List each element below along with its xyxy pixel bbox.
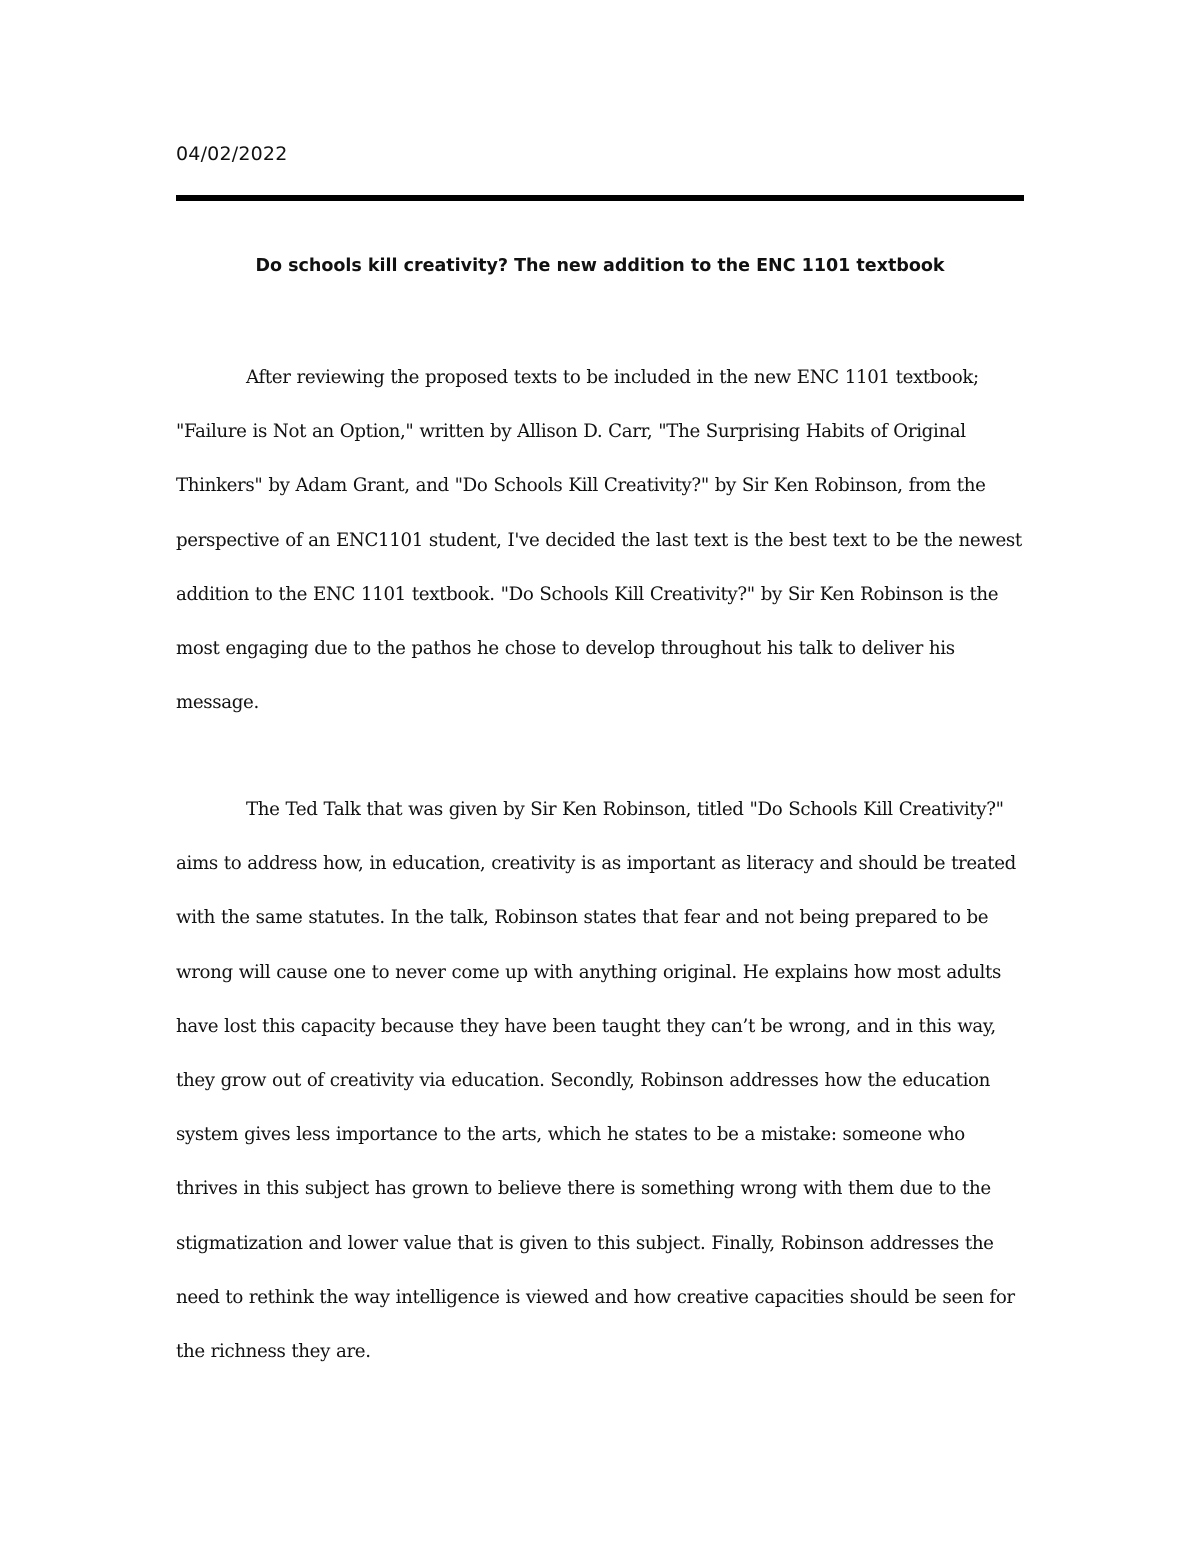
body-paragraph-2: The Ted Talk that was given by Sir Ken Robinson, titled "Do Schools Kill Creativity?" aims to address how, in education, creativity is as important as literacy and should be treated with the same statutes. In the talk, Robinson states that fear and not being prepared to be wrong will cause one to never come up with anything original. He explains how most adults have lost this capacity because they have been taught they can’t be wrong, and in this way, they grow out of creativity via education. Secondly, Robinson addresses how the education system gives less importance to the arts, which he states to be a mistake: someone who thrives in this subject has grown to believe there is something wrong with them due to the stigmatization and lower value that is given to this subject. Finally, Robinson addresses the need to rethink the way intelligence is viewed and how creative capacities should be seen for the richness they are. xyxy=(176,799,1016,1363)
body-paragraph-1: After reviewing the proposed texts to be included in the new ENC 1101 textbook; "Failure is Not an Option," written by Allison D. Carr, "The Surprising Habits of Original Thinkers" by Adam Grant, and "Do Schools Kill Creativity?" by Sir Ken Robinson, from the perspective of an ENC1101 student, I've decided the last text is the best text to be the newest addition to the ENC 1101 textbook. "Do Schools Kill Creativity?" by Sir Ken Robinson is the most engaging due to the pathos he chose to develop throughout his talk to deliver his message. xyxy=(176,367,1022,714)
header-divider xyxy=(176,195,1024,201)
document-date: 04/02/2022 xyxy=(176,143,288,165)
document-title: Do schools kill creativity? The new addition to the ENC 1101 textbook xyxy=(255,256,945,276)
